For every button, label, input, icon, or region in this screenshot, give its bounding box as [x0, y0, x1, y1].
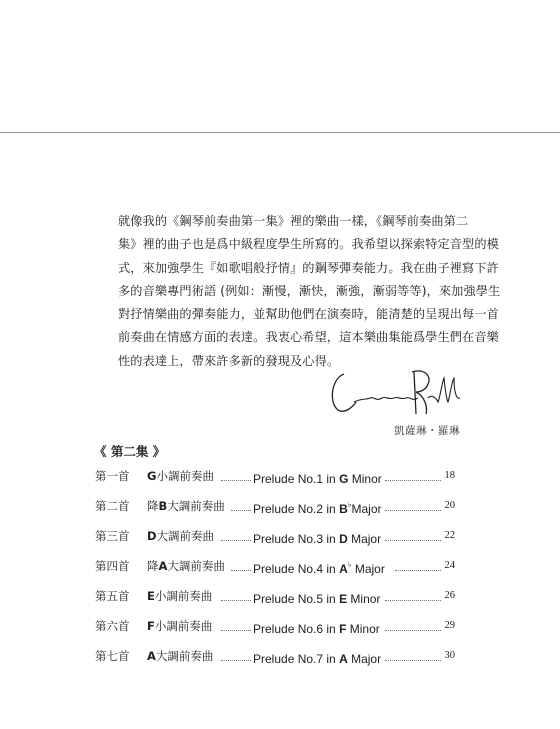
toc-cn-rest: 小調前奏曲 — [154, 619, 213, 633]
toc-entry[interactable] — [95, 588, 455, 604]
toc-en-mode: Major — [351, 502, 382, 516]
intro-line: 前奏曲在情感方面的表達。我衷心希望，這本樂曲集能爲學生們在音樂 — [118, 330, 499, 345]
toc-cn-key: B — [158, 499, 168, 513]
toc-en-key: A — [339, 562, 348, 576]
toc-cn-key: F — [147, 619, 155, 633]
toc-ordinal: 第二首 — [95, 499, 130, 513]
toc-cn-rest: 小調前奏曲 — [156, 469, 214, 483]
toc-chinese-title — [147, 588, 212, 604]
toc-english-title — [253, 558, 385, 577]
toc-entry[interactable] — [95, 558, 455, 574]
toc-leader-dots — [395, 570, 441, 571]
toc-en-key: A — [339, 652, 348, 666]
intro-line: 對抒情樂曲的彈奏能力，並幫助他們在演奏時，能清楚的呈現出每一首 — [118, 307, 499, 322]
toc-english-title — [253, 588, 380, 607]
toc-ordinal: 第四首 — [95, 559, 130, 573]
toc-chinese-title — [147, 468, 214, 484]
signature-name: 凱薩琳・羅琳 — [394, 425, 460, 437]
toc-en-pre: Prelude No.2 in — [253, 502, 340, 516]
toc-leader-dots — [221, 630, 251, 631]
toc-chinese-title — [147, 648, 213, 664]
toc-entry[interactable] — [95, 618, 455, 634]
toc-english-title — [253, 468, 382, 487]
intro-paragraph — [118, 210, 501, 373]
collection-title: 《 第二集 》 — [94, 444, 166, 459]
toc-cn-rest: 大調前奏曲 — [156, 529, 215, 543]
toc-leader-dots — [385, 480, 441, 481]
intro-line: 式，來加強學生『如歌唱般抒情』的鋼琴彈奏能力。我在曲子裡寫下許 — [118, 260, 499, 275]
toc-page-number: 22 — [444, 530, 455, 541]
toc-chinese-title — [147, 528, 214, 544]
toc-en-key: F — [339, 622, 347, 636]
toc-en-flat: ♭ — [347, 560, 352, 569]
toc-ordinal: 第六首 — [95, 619, 130, 633]
toc-en-pre: Prelude No.6 in — [253, 622, 340, 636]
toc-ordinal: 第七首 — [95, 649, 130, 663]
toc-chinese-title — [147, 498, 225, 514]
toc-leader-dots — [385, 660, 441, 661]
intro-line: 性的表達上，帶來許多新的發現及心得。 — [118, 353, 340, 368]
toc-en-key: G — [339, 472, 349, 486]
toc-cn-prefix: 降 — [147, 499, 159, 513]
toc-page-number: 29 — [444, 620, 455, 631]
toc-page-number: 30 — [444, 650, 455, 661]
handwritten-signature — [328, 368, 464, 420]
toc-en-key: B — [339, 502, 348, 516]
toc-cn-rest: 大調前奏曲 — [155, 649, 214, 663]
toc-en-mode: Major — [347, 652, 382, 666]
toc-english-title — [253, 498, 382, 517]
toc-leader-dots — [385, 630, 441, 631]
toc-entry[interactable] — [95, 648, 455, 664]
toc-ordinal: 第五首 — [95, 589, 130, 603]
toc-en-flat: ♭ — [347, 500, 352, 509]
intro-line: 多的音樂專門術語 (例如：漸慢，漸快，漸強，漸弱等等)，來加強學生 — [118, 283, 501, 298]
toc-chinese-title — [147, 558, 225, 574]
toc-ordinal: 第一首 — [95, 469, 130, 483]
toc-page-number: 26 — [444, 590, 455, 601]
toc-cn-key: G — [147, 469, 157, 483]
toc-page-number: 20 — [444, 500, 455, 511]
toc-en-pre: Prelude No.1 in — [253, 472, 340, 486]
toc-en-mode: Major — [351, 562, 385, 576]
header-divider — [0, 132, 560, 133]
toc-cn-rest: 大調前奏曲 — [167, 559, 225, 573]
toc-cn-key: D — [147, 529, 157, 543]
toc-en-mode: Minor — [347, 592, 381, 606]
toc-leader-dots — [385, 510, 441, 511]
toc-entry[interactable] — [95, 528, 455, 544]
toc-cn-rest: 小調前奏曲 — [154, 589, 213, 603]
toc-entry[interactable] — [95, 468, 455, 484]
toc-leader-dots — [385, 600, 441, 601]
toc-en-mode: Minor — [348, 472, 382, 486]
toc-leader-dots — [385, 540, 441, 541]
toc-english-title — [253, 648, 381, 667]
toc-leader-dots — [231, 510, 251, 511]
toc-leader-dots — [221, 480, 251, 481]
intro-line: 就像我的《鋼琴前奏曲第一集》裡的樂曲一樣，《鋼琴前奏曲第二 — [118, 214, 469, 228]
toc-chinese-title — [147, 618, 212, 634]
toc-cn-rest: 大調前奏曲 — [167, 499, 225, 513]
toc-cn-prefix: 降 — [147, 559, 159, 573]
toc-en-pre: Prelude No.5 in — [253, 592, 340, 606]
toc-english-title — [253, 528, 381, 547]
toc-en-mode: Major — [347, 532, 382, 546]
toc-page-number: 18 — [444, 470, 455, 481]
toc-ordinal: 第三首 — [95, 529, 130, 543]
toc-en-key: E — [339, 592, 348, 606]
toc-page-number: 24 — [444, 560, 455, 571]
toc-leader-dots — [221, 540, 251, 541]
toc-cn-key: E — [147, 589, 155, 603]
toc-cn-key: A — [158, 559, 168, 573]
toc-english-title — [253, 618, 380, 637]
toc-cn-key: A — [147, 649, 156, 663]
toc-en-pre: Prelude No.7 in — [253, 652, 340, 666]
toc-en-pre: Prelude No.3 in — [253, 532, 340, 546]
intro-line: 集》裡的曲子也是爲中級程度學生所寫的。我希望以探索特定音型的模 — [118, 237, 499, 252]
toc-en-key: D — [339, 532, 348, 546]
toc-en-pre: Prelude No.4 in — [253, 562, 340, 576]
toc-en-mode: Minor — [346, 622, 380, 636]
toc-leader-dots — [231, 570, 251, 571]
toc-entry[interactable] — [95, 498, 455, 514]
toc-leader-dots — [221, 600, 251, 601]
toc-leader-dots — [221, 660, 251, 661]
